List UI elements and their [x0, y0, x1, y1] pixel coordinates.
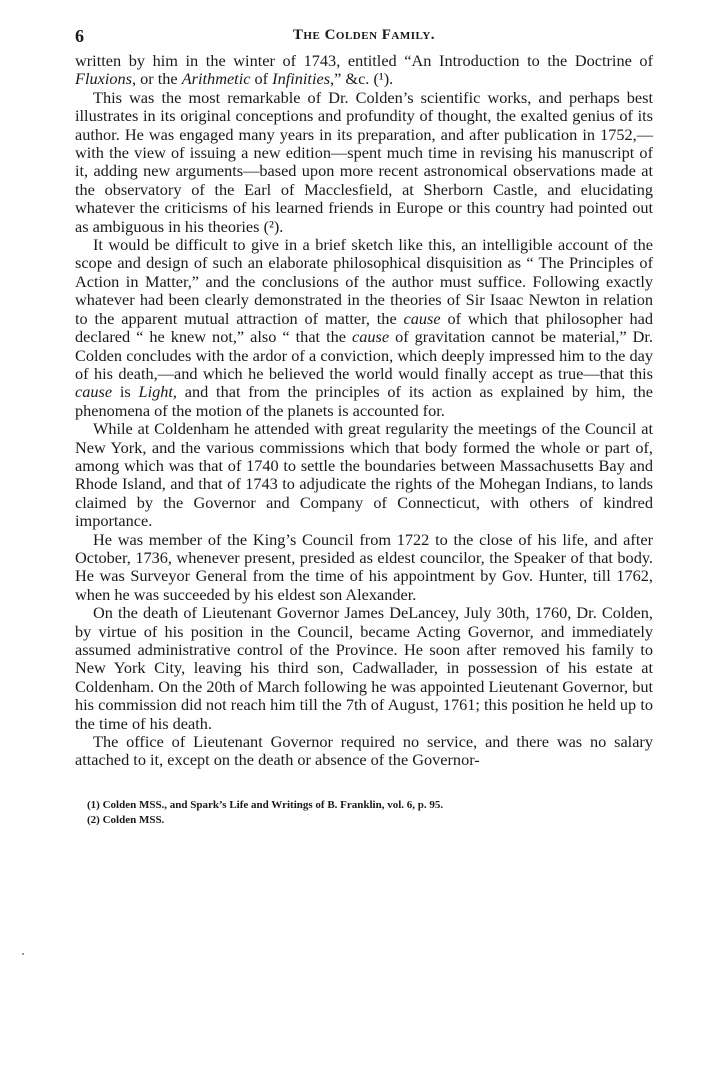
text-run: The office of Lieutenant Governor required no service, and there was no salary attached to it, except on the death or absence of the Governor-: [75, 732, 653, 770]
page-header: [75, 26, 653, 48]
paragraph: [75, 89, 653, 236]
paragraph: [75, 531, 653, 605]
text-run: of gravitation cannot be material,” Dr. Colden concludes with the ardor of a conviction, which deeply impressed him to the day of his death,—and which he believed the world would finally accept as true—that this: [75, 327, 654, 383]
italic-term: Infinities: [272, 69, 331, 89]
paragraph: [75, 420, 653, 530]
italic-term: cause: [403, 308, 441, 328]
text-run: , and that from the principles of its action as explained by him, the phenomena of the motion of the planets is accounted for.: [75, 382, 653, 420]
text-run: , or the: [131, 69, 182, 89]
text-run: On the death of Lieutenant Governor James DeLancey, July 30th, 1760, Dr. Colden, by virtue of his position in the Council, became Acting Governor, and immediately assumed administrative control of the Province. He soon after removed his family to New York City, leaving his third son, Cadwallader, in possession of his estate at Coldenham. On the 20th of March following he was appointed Lieutenant Governor, but his commission did not reach him till the 7th of August, 1761; this position he held up to the time of his death.: [75, 603, 653, 733]
italic-term: Light: [138, 382, 173, 402]
text-run: ,” &c. (¹).: [330, 69, 394, 89]
text-run: This was the most remarkable of Dr. Colden’s scientific works, and perhaps best illustrates in its original conceptions and profundity of thought, the exalted genius of its author. He was engaged many years in its preparation, and after publication in 1752,—with the view of issuing a new edition—spent much time in revising his manuscript of it, adding new arguments—based upon more recent astronomical observations made at the observatory of the Earl of Macclesfield, at Sherborn Castle, and elucidating whatever the criticisms of his learned friends in Europe or this country had pointed out as ambiguous in his theories (²).: [75, 87, 653, 236]
text-run: He was member of the King’s Council from 1722 to the close of his life, and after October, 1736, whenever present, presided as eldest councilor, the Speaker of that body. He was Surveyor General from the time of his appointment by Gov. Hunter, till 1762, when he was succeeded by his eldest son Alexander.: [75, 529, 653, 604]
paragraph: [75, 733, 653, 770]
page-number: 6: [75, 26, 84, 46]
footnote-2: (2) Colden MSS.: [87, 813, 165, 826]
text-run: of which that philosopher had declared “ he knew not,” also “ that the: [75, 308, 653, 347]
paragraph: [75, 52, 653, 89]
italic-term: Arithmetic: [181, 69, 251, 89]
italic-term: cause: [352, 327, 390, 347]
running-title: The Colden Family.: [292, 27, 436, 43]
italic-term: Fluxions: [75, 69, 132, 89]
footnote-1: (1) Colden MSS., and Spark’s Life and Writings of B. Franklin, vol. 6, p. 95.: [87, 798, 444, 811]
text-run: is: [112, 382, 139, 402]
footnotes: [75, 798, 653, 828]
book-page: [75, 26, 653, 828]
text-run: While at Coldenham he attended with great regularity the meetings of the Council at New York, and the various commissions which that body formed the whole or part of, among which was that of 1740 to settle the boundaries between Massachusetts Bay and Rhode Island, and that of 1743 to adjudicate the rights of the Mohegan Indians, to lands claimed by the Governor and Company of Connecticut, with others of kindred importance.: [75, 419, 653, 531]
text-run: It would be difficult to give in a brief sketch like this, an intelligible account of the scope and design of such an elaborate philosophical disquisition as “ The Principles of Action in Matter,” and the conclusions of the author must suffice. Following exactly whatever had been clearly demonstrated in the theories of Sir Isaac Newton in relation to the apparent mutual attraction of matter, the: [75, 235, 653, 328]
text-run: written by him in the winter of 1743, entitled “An Introduction to the Doctrine of: [75, 51, 653, 70]
paragraph: [75, 236, 653, 420]
italic-term: cause: [75, 382, 113, 402]
scan-speck: [22, 953, 24, 955]
paragraph: [75, 604, 653, 733]
body-text: [75, 52, 653, 770]
text-run: of: [250, 69, 273, 89]
